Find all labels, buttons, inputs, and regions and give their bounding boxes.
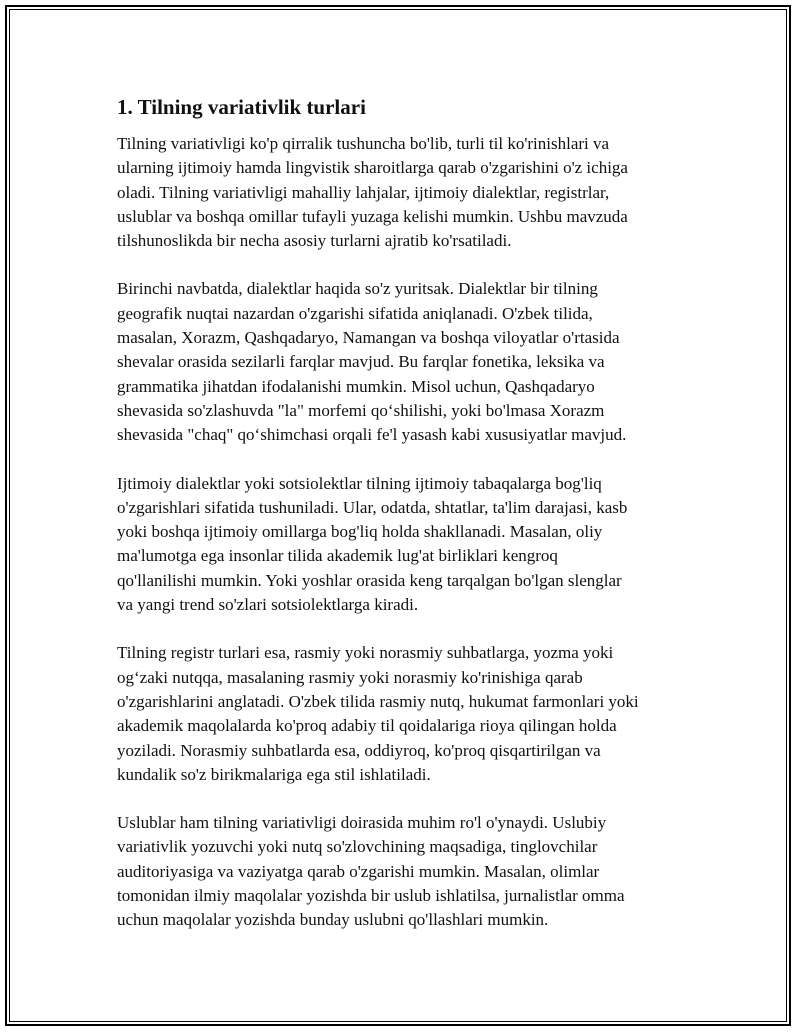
text-line: kundalik so'z birikmalariga ega stil ishlatiladi. (117, 764, 431, 784)
paragraph-registers (117, 641, 697, 787)
section-heading: 1. Tilning variativlik turlari (117, 95, 366, 119)
text-line: yoziladi. Norasmiy suhbatlarda esa, oddiyroq, ko'proq qisqartirilgan va (117, 740, 601, 760)
document-body (117, 93, 697, 957)
text-line: va yangi trend so'zlari sotsiolektlarga kiradi. (117, 595, 419, 615)
text-line: variativlik yozuvchi yoki nutq so'zlovchining maqsadiga, tinglovchilar (117, 837, 598, 857)
paragraph-dialects (117, 277, 697, 447)
text-line: akademik maqolalarda ko'proq adabiy til qoidalariga rioya qilingan holda (117, 716, 617, 736)
paragraph-styles (117, 811, 697, 932)
text-line: yoki boshqa ijtimoiy omillarga bog'liq holda shakllanadi. Masalan, oliy (117, 522, 603, 542)
text-line: Ijtimoiy dialektlar yoki sotsiolektlar tilning ijtimoiy tabaqalarga bog'liq (117, 473, 602, 493)
text-line: ma'lumotga ega insonlar tilida akademik lug'at birliklari kengroq (117, 546, 558, 566)
text-line: auditoriyasiga va vaziyatga qarab o'zgarishi mumkin. Masalan, olimlar (117, 861, 600, 881)
text-line: shevalar orasida sezilarli farqlar mavjud. Bu farqlar fonetika, leksika va (117, 352, 605, 372)
paragraph-intro (117, 132, 697, 253)
text-line: masalan, Xorazm, Qashqadaryo, Namangan va boshqa viloyatlar o'rtasida (117, 328, 620, 348)
text-line: grammatika jihatdan ifodalanishi mumkin. Misol uchun, Qashqadaryo (117, 376, 595, 396)
text-line: shevasida so'zlashuvda "la" morfemi qo‘shilishi, yoki bo'lmasa Xorazm (117, 400, 605, 420)
text-line: Birinchi navbatda, dialektlar haqida so'z yuritsak. Dialektlar bir tilning (117, 279, 598, 299)
text-line: o'zgarishlari sifatida tushuniladi. Ular, odatda, shtatlar, ta'lim darajasi, kasb (117, 497, 628, 517)
text-line: uslublar va boshqa omillar tufayli yuzaga kelishi mumkin. Ushbu mavzuda (117, 206, 628, 226)
text-line: geografik nuqtai nazardan o'zgarishi sifatida aniqlanadi. O'zbek tilida, (117, 303, 593, 323)
text-line: shevasida "chaq" qo‘shimchasi orqali fe'l yasash kabi xususiyatlar mavjud. (117, 425, 627, 445)
text-line: o'zgarishlarini anglatadi. O'zbek tilida rasmiy nutq, hukumat farmonlari yoki (117, 691, 639, 711)
text-line: og‘zaki nutqqa, masalaning rasmiy yoki norasmiy ko'rinishiga qarab (117, 667, 583, 687)
text-line: Tilning variativligi ko'p qirralik tushuncha bo'lib, turli til ko'rinishlari va (117, 134, 610, 153)
text-line: uchun maqolalar yozishda bunday uslubni qo'llashlari mumkin. (117, 910, 549, 930)
text-line: oladi. Tilning variativligi mahalliy lahjalar, ijtimoiy dialektlar, registrlar, (117, 182, 610, 202)
text-line: tilshunoslikda bir necha asosiy turlarni ajratib ko'rsatiladi. (117, 231, 512, 251)
paragraph-sociolects (117, 472, 697, 618)
text-line: Tilning registr turlari esa, rasmiy yoki norasmiy suhbatlarga, yozma yoki (117, 643, 614, 663)
text-line: qo'llanilishi mumkin. Yoki yoshlar orasida keng tarqalgan bo'lgan slenglar (117, 570, 622, 590)
text-line: Uslublar ham tilning variativligi doirasida muhim ro'l o'ynaydi. Uslubiy (117, 813, 607, 833)
text-line: tomonidan ilmiy maqolalar yozishda bir uslub ishlatilsa, jurnalistlar omma (117, 886, 625, 906)
text-line: ularning ijtimoiy hamda lingvistik sharoitlarga qarab o'zgarishini o'z ichiga (117, 158, 628, 178)
